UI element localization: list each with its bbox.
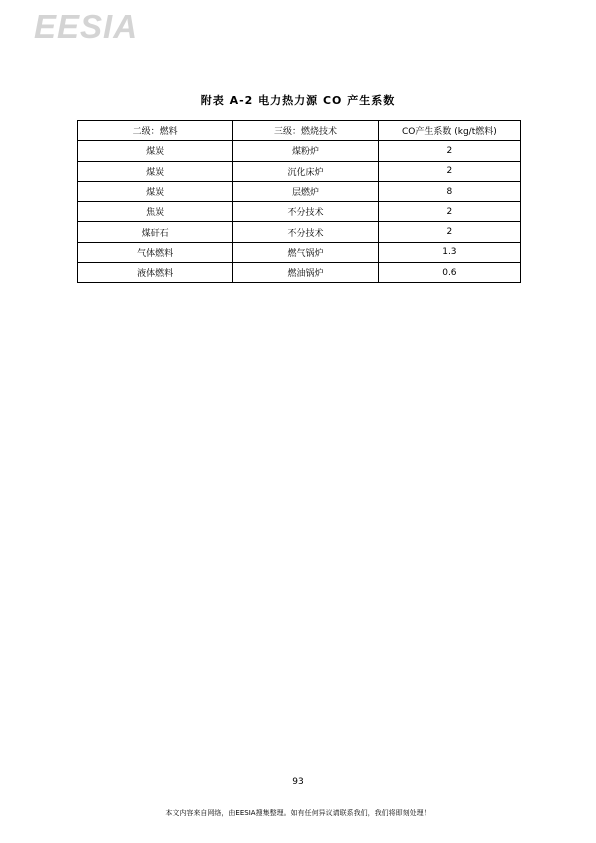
cell-coefficient: 1.3 — [378, 242, 520, 262]
cell-technology: 不分技术 — [233, 222, 379, 242]
table-row — [78, 141, 521, 161]
cell-technology: 层燃炉 — [233, 181, 379, 201]
cell-coefficient: 0.6 — [378, 263, 520, 283]
cell-coefficient: 8 — [378, 181, 520, 201]
table-row — [78, 181, 521, 201]
table-row — [78, 222, 521, 242]
table-row — [78, 161, 521, 181]
footer-disclaimer: 本文内容来自网络，由EESIA搜集整理。如有任何异议请联系我们，我们将即刻处理！ — [165, 809, 431, 817]
cell-fuel: 焦炭 — [78, 202, 233, 222]
cell-fuel: 煤炭 — [78, 141, 233, 161]
cell-technology: 燃气锅炉 — [233, 242, 379, 262]
cell-coefficient: 2 — [378, 141, 520, 161]
cell-technology: 不分技术 — [233, 202, 379, 222]
cell-fuel: 液体燃料 — [78, 263, 233, 283]
page-number: 93 — [292, 777, 304, 787]
co-coefficient-table — [77, 120, 521, 283]
column-header-coefficient: CO产生系数 (kg/t燃料) — [378, 121, 520, 141]
table-row — [78, 202, 521, 222]
cell-coefficient: 2 — [378, 202, 520, 222]
column-header-technology: 三级：燃烧技术 — [233, 121, 379, 141]
eesia-logo: EESIA — [34, 8, 139, 45]
cell-coefficient: 2 — [378, 222, 520, 242]
cell-fuel: 煤矸石 — [78, 222, 233, 242]
table-header-row — [78, 121, 521, 141]
column-header-fuel: 二级：燃料 — [78, 121, 233, 141]
cell-fuel: 煤炭 — [78, 181, 233, 201]
table-row — [78, 242, 521, 262]
cell-technology: 燃油锅炉 — [233, 263, 379, 283]
table-title: 附表 A-2 电力热力源 CO 产生系数 — [200, 94, 396, 107]
cell-technology: 沉化床炉 — [233, 161, 379, 181]
cell-fuel: 煤炭 — [78, 161, 233, 181]
cell-coefficient: 2 — [378, 161, 520, 181]
table-row — [78, 263, 521, 283]
cell-technology: 煤粉炉 — [233, 141, 379, 161]
cell-fuel: 气体燃料 — [78, 242, 233, 262]
